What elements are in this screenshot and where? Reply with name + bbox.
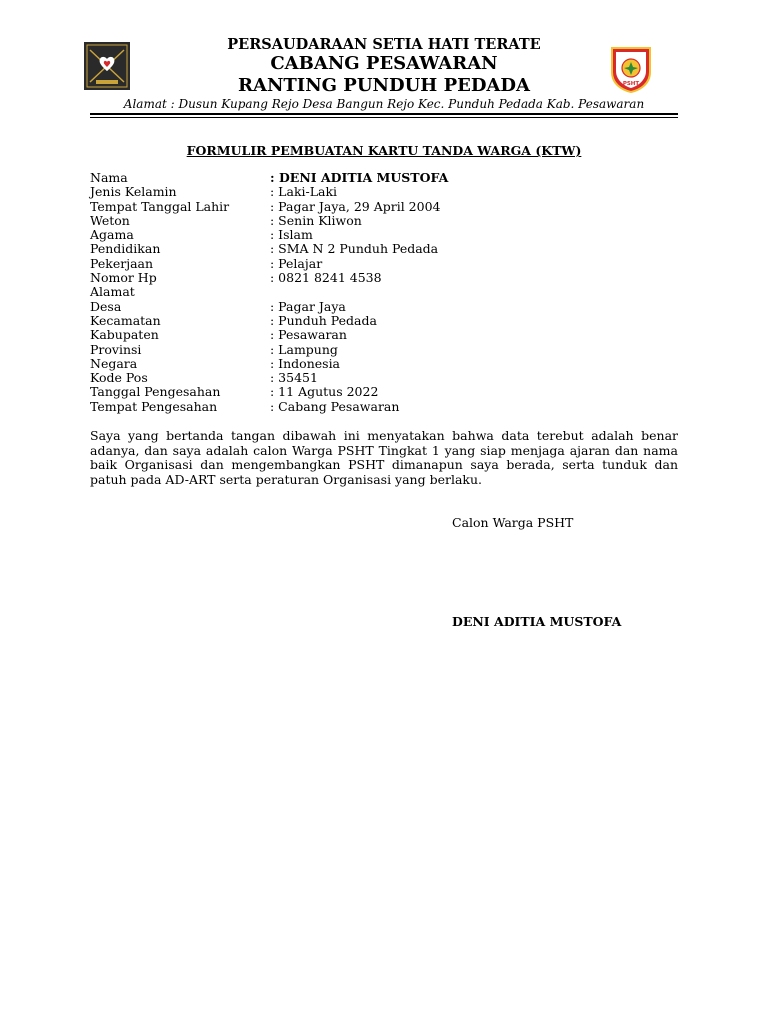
field-label: Desa: [90, 298, 122, 314]
field-value: : Cabang Pesawaran: [270, 398, 400, 414]
field-label: Nama: [90, 170, 128, 185]
field-row: [90, 242, 678, 256]
field-value: : Pagar Jaya, 29 April 2004: [270, 198, 441, 214]
address-line: Alamat : Dusun Kupang Rejo Desa Bangun Rejo Kec. Punduh Pedada Kab. Pesawaran: [123, 97, 645, 111]
field-value: : Pagar Jaya: [270, 298, 346, 314]
field-row: [90, 228, 678, 242]
field-value: : Indonesia: [270, 355, 341, 371]
field-row: [90, 343, 678, 357]
field-value: [270, 285, 678, 299]
field-value: : Lampung: [270, 341, 338, 357]
field-label: Tempat Pengesahan: [90, 398, 218, 414]
header-divider-thin: [90, 117, 678, 118]
field-row: [90, 285, 678, 299]
field-row: [90, 185, 678, 199]
field-value: : Senin Kliwon: [270, 212, 362, 228]
field-row: [90, 314, 678, 328]
field-label: Alamat: [90, 284, 135, 300]
field-value: : Punduh Pedada: [270, 312, 377, 328]
field-row: [90, 328, 678, 342]
field-label: Pekerjaan: [90, 255, 154, 271]
field-value: : DENI ADITIA MUSTOFA: [270, 170, 449, 185]
form-title: FORMULIR PEMBUATAN KARTU TANDA WARGA (KTW): [186, 143, 582, 158]
field-row: [90, 200, 678, 214]
field-row: [90, 357, 678, 371]
field-label: Tempat Tanggal Lahir: [90, 198, 230, 214]
crest-label: PSHT: [622, 81, 640, 87]
field-row: [90, 400, 678, 414]
subbranch-name: RANTING PUNDUH PEDADA: [238, 75, 530, 96]
field-row: [90, 171, 678, 185]
field-value: : 35451: [270, 370, 318, 386]
signature-role: Calon Warga PSHT: [452, 515, 574, 530]
field-value: : Pesawaran: [270, 327, 347, 343]
field-label: Pendidikan: [90, 241, 161, 257]
statement-paragraph: Saya yang bertanda tangan dibawah ini menyatakan bahwa data terebut adalah benar adanya, dan saya adalah calon Warga PSHT Tingkat 1 yang siap menjaga ajaran dan nama baik Organisasi dan mengembangkan PSHT dimanapun saya berada, serta tunduk dan patuh pada AD-ART serta peraturan Organisasi yang berlaku.: [90, 428, 678, 487]
field-label: Jenis Kelamin: [90, 184, 177, 200]
field-value: : Laki-Laki: [270, 184, 338, 200]
signature-name: DENI ADITIA MUSTOFA: [452, 614, 622, 629]
org-name: PERSAUDARAAN SETIA HATI TERATE: [227, 36, 541, 53]
field-label: Nomor Hp: [90, 270, 157, 286]
field-label: Weton: [90, 212, 130, 228]
field-label: Agama: [90, 227, 134, 243]
field-label: Kode Pos: [90, 370, 148, 386]
field-label: Provinsi: [90, 341, 142, 357]
header-divider-thick: [90, 113, 678, 115]
field-label: Negara: [90, 355, 138, 371]
field-row: [90, 257, 678, 271]
field-label: Tanggal Pengesahan: [90, 384, 221, 400]
field-label: Kecamatan: [90, 312, 161, 328]
field-row: [90, 385, 678, 399]
field-label: Kabupaten: [90, 327, 159, 343]
letterhead: [90, 36, 678, 112]
field-value: : Pelajar: [270, 255, 323, 271]
field-value: : SMA N 2 Punduh Pedada: [270, 241, 439, 257]
field-value: : 0821 8241 4538: [270, 270, 382, 286]
field-value: : Islam: [270, 227, 313, 243]
field-row: [90, 271, 678, 285]
branch-name: CABANG PESAWARAN: [270, 53, 498, 74]
field-row: [90, 371, 678, 385]
field-row: [90, 214, 678, 228]
form-fields: [90, 171, 678, 414]
field-value: : 11 Agutus 2022: [270, 384, 379, 400]
field-row: [90, 300, 678, 314]
